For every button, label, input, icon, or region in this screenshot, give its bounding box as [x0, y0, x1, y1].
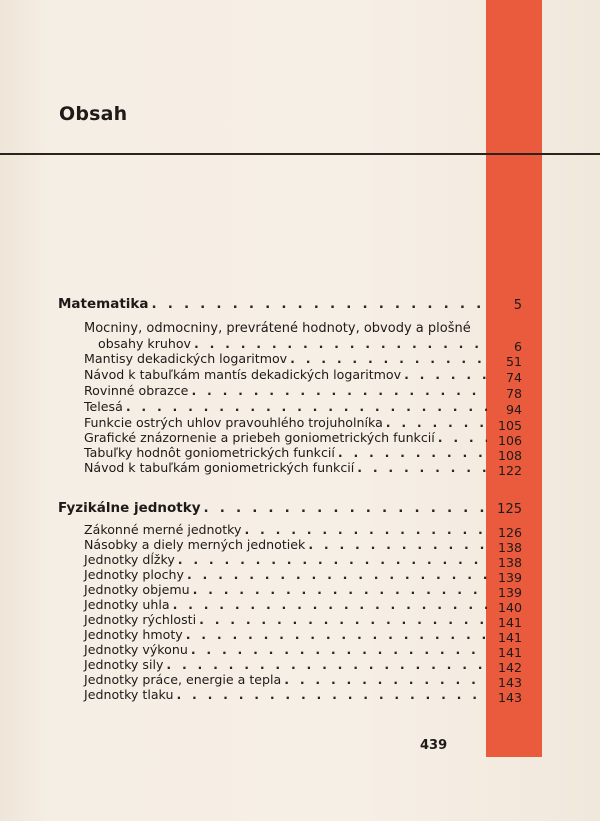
toc-entry-label: Jednotky objemu — [84, 582, 190, 597]
page-number: 51 — [505, 354, 522, 369]
toc-entry[interactable] — [84, 567, 490, 582]
toc-entry-label: Funkcie ostrých uhlov pravouhlého trojuholníka — [84, 415, 383, 430]
toc-section-heading[interactable] — [58, 296, 490, 313]
page-number: 105 — [497, 418, 522, 433]
dot-leader — [187, 567, 487, 582]
dot-leader — [338, 445, 487, 460]
page-number: 138 — [497, 540, 522, 555]
dot-leader — [284, 672, 487, 687]
toc-entry[interactable] — [84, 612, 490, 627]
toc-entry[interactable] — [84, 672, 490, 687]
section-heading-label: Fyzikálne jednotky — [58, 500, 201, 516]
toc-entry-label: Rovinné obrazce — [84, 383, 189, 398]
dot-leader — [166, 657, 487, 672]
toc-entry-label: Návod k tabuľkám mantís dekadických logaritmov — [84, 367, 402, 382]
toc-entry-label: Jednotky výkonu — [84, 642, 188, 657]
toc-entry-label: Zákonné merné jednotky — [84, 522, 242, 537]
toc-entry[interactable] — [84, 537, 490, 552]
toc-entry[interactable] — [84, 522, 490, 537]
toc-entry-label: Jednotky plochy — [84, 567, 184, 582]
toc-entry[interactable] — [84, 597, 490, 612]
toc-entry-label: Jednotky rýchlosti — [84, 612, 197, 627]
page-number: 141 — [497, 630, 522, 645]
page-number: 74 — [505, 370, 522, 385]
dot-leader — [194, 336, 487, 351]
page-title: Obsah — [59, 103, 128, 125]
toc-entry[interactable] — [84, 642, 490, 657]
dot-leader — [199, 612, 487, 627]
dot-leader — [357, 460, 487, 475]
section-heading-label: Matematika — [58, 296, 149, 312]
page-number: 122 — [497, 463, 522, 478]
toc-entry-label: Jednotky sily — [84, 657, 164, 672]
toc-entry-label: Grafické znázornenie a priebeh goniometrických funkcií — [84, 430, 435, 445]
dot-leader — [191, 642, 487, 657]
toc-entry[interactable] — [84, 383, 490, 398]
toc-entry-label: Mantisy dekadických logaritmov — [84, 351, 288, 366]
page-number: 106 — [497, 433, 522, 448]
dot-leader — [152, 296, 488, 313]
toc-entry-label: Jednotky uhla — [84, 597, 170, 612]
toc-entry-label: Jednotky tlaku — [84, 687, 174, 702]
dot-leader — [178, 552, 487, 567]
page-number: 139 — [497, 585, 522, 600]
toc-entry-first-line[interactable]: Mocniny, odmocniny, prevrátené hodnoty, obvody a plošné — [84, 321, 471, 336]
dot-leader — [438, 430, 487, 445]
toc-entry[interactable] — [84, 367, 490, 382]
toc-entry[interactable] — [84, 582, 490, 597]
page-number: 5 — [513, 298, 522, 313]
dot-leader — [173, 597, 487, 612]
dot-leader — [204, 500, 487, 517]
page-number: 78 — [505, 386, 522, 401]
dot-leader — [308, 537, 487, 552]
toc-entry-label: Tabuľky hodnôt goniometrických funkcií — [84, 445, 335, 460]
toc-entry-label: Telesá — [84, 399, 123, 414]
toc-section-heading[interactable] — [58, 500, 490, 517]
dot-leader — [126, 399, 487, 414]
toc-entry[interactable] — [84, 415, 490, 430]
header-rule — [0, 153, 600, 155]
page-number: 141 — [497, 615, 522, 630]
toc-entry-label: Jednotky dĺžky — [84, 552, 175, 567]
dot-leader — [186, 627, 487, 642]
dot-leader — [386, 415, 487, 430]
dot-leader — [290, 351, 487, 366]
toc-entry-label: Násobky a diely merných jednotiek — [84, 537, 306, 552]
toc-entry[interactable] — [84, 351, 490, 366]
page-number: 140 — [497, 600, 522, 615]
page-number: 125 — [497, 502, 522, 517]
toc-entry-label: Jednotky práce, energie a tepla — [84, 672, 282, 687]
toc-entry[interactable] — [84, 627, 490, 642]
folio-page-number: 439 — [420, 738, 448, 753]
toc-entry[interactable] — [84, 460, 490, 475]
page-number: 126 — [497, 525, 522, 540]
dot-leader — [193, 582, 487, 597]
toc-entry-label: obsahy kruhov — [98, 336, 192, 351]
page-number: 108 — [497, 448, 522, 463]
dot-leader — [191, 383, 487, 398]
dot-leader — [244, 522, 487, 537]
toc-entry[interactable] — [84, 399, 490, 414]
toc-entry[interactable] — [84, 687, 490, 702]
toc-entry-label: Jednotky hmoty — [84, 627, 183, 642]
page-number: 141 — [497, 645, 522, 660]
page-number: 143 — [497, 690, 522, 705]
dot-leader — [176, 687, 487, 702]
toc-entry[interactable] — [84, 657, 490, 672]
page-number: 139 — [497, 570, 522, 585]
page-number: 143 — [497, 675, 522, 690]
toc-entry-label: Návod k tabuľkám goniometrických funkcií — [84, 460, 355, 475]
toc-entry[interactable] — [84, 445, 490, 460]
page-number: 94 — [505, 402, 522, 417]
dot-leader — [404, 367, 487, 382]
page-number: 138 — [497, 555, 522, 570]
toc-entry[interactable] — [84, 430, 490, 445]
toc-entry[interactable] — [98, 336, 490, 351]
page-number: 142 — [497, 660, 522, 675]
page-number: 6 — [513, 339, 522, 354]
toc-entry[interactable] — [84, 552, 490, 567]
